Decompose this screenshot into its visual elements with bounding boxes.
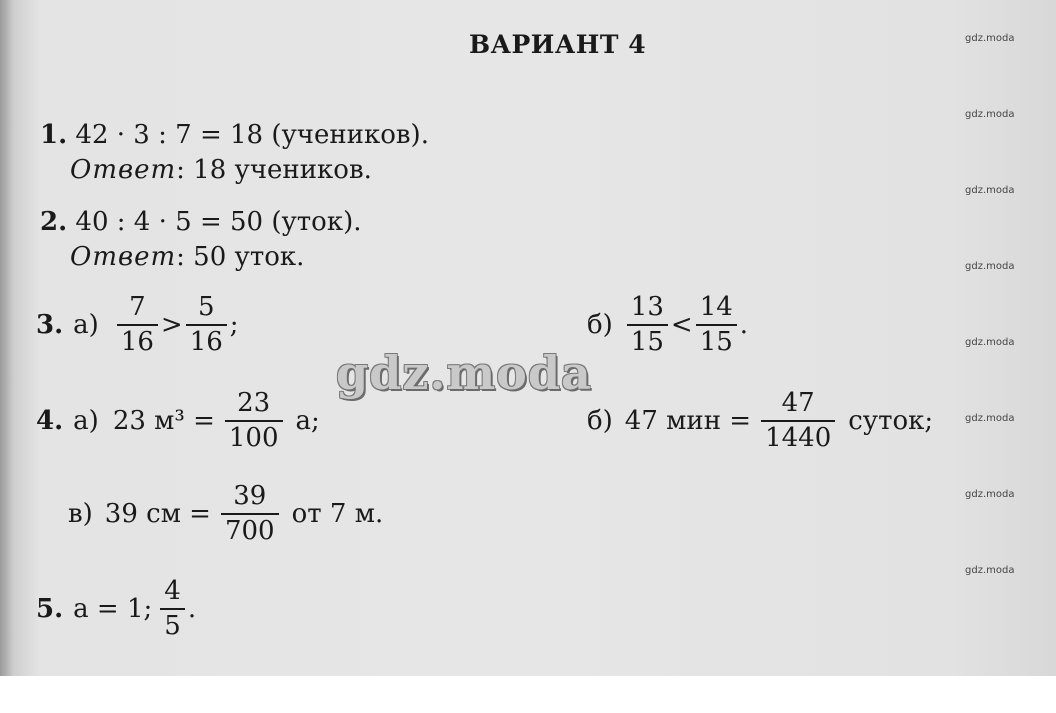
fraction <box>627 294 668 357</box>
problem-3b <box>587 294 748 357</box>
numerator: 5 <box>197 292 215 322</box>
lhs: 39 см = <box>104 499 211 530</box>
problem-1-number: 1. <box>40 120 68 150</box>
watermark-text: gdz.moda <box>965 565 1015 576</box>
watermark-text: gdz.moda <box>965 489 1015 500</box>
fraction <box>160 578 185 641</box>
punctuation: ; <box>229 310 239 341</box>
numerator: 47 <box>781 388 815 418</box>
watermark-text: gdz.moda <box>965 109 1015 120</box>
part-label: б) <box>587 406 613 437</box>
problem-4b <box>587 390 933 453</box>
comparison-sign: > <box>160 310 183 341</box>
numerator: 23 <box>237 388 271 418</box>
fraction-bar <box>221 513 279 515</box>
fraction-bar <box>160 608 185 610</box>
denominator: 15 <box>630 327 664 358</box>
problem-3a <box>36 294 239 357</box>
unit: от 7 м. <box>291 499 384 530</box>
denominator: 100 <box>228 423 279 454</box>
problem-2-number: 2. <box>40 207 68 237</box>
fraction-bar <box>696 324 737 326</box>
fraction <box>696 294 737 357</box>
numerator: 14 <box>699 292 733 322</box>
numerator: 7 <box>129 292 146 322</box>
fraction-bar <box>117 324 158 326</box>
answer-label: Ответ <box>70 155 177 185</box>
page-title: ВАРИАНТ 4 <box>469 30 647 59</box>
fraction-bar <box>186 324 227 326</box>
problem-4-number: 4. <box>36 406 64 437</box>
comparison-sign: < <box>670 310 693 341</box>
problem-1-expression: 42 · 3 : 7 = 18 (учеников). <box>75 120 429 150</box>
punctuation: . <box>739 310 749 341</box>
denominator: 15 <box>699 327 733 358</box>
fraction <box>221 483 279 546</box>
watermark-text: gdz.moda <box>965 185 1015 196</box>
lhs: a = 1; <box>73 594 153 625</box>
problem-1-line <box>40 120 429 150</box>
punctuation: . <box>187 594 197 625</box>
fraction-bar <box>225 420 283 422</box>
lhs: 23 м³ = <box>112 406 215 437</box>
numerator: 39 <box>233 481 267 511</box>
fraction-bar <box>761 420 835 422</box>
fraction <box>761 390 835 453</box>
watermark-logo: gdz.moda <box>336 346 592 400</box>
unit: суток; <box>848 406 934 437</box>
part-label: в) <box>68 499 93 530</box>
answer-value: : 50 уток. <box>176 242 305 272</box>
answer-label: Ответ <box>70 242 177 272</box>
watermark-text: gdz.moda <box>965 413 1015 424</box>
problem-4c <box>68 483 383 546</box>
watermark-text: gdz.moda <box>965 337 1015 348</box>
problem-2-expression: 40 : 4 · 5 = 50 (уток). <box>75 207 362 237</box>
watermark-text: gdz.moda <box>965 33 1015 44</box>
fraction <box>225 390 283 453</box>
unit: а; <box>295 406 320 437</box>
problem-4a <box>36 390 320 453</box>
part-label: а) <box>73 406 99 437</box>
watermark-text: gdz.moda <box>965 261 1015 272</box>
denominator: 5 <box>164 611 181 642</box>
problem-5-number: 5. <box>36 594 64 625</box>
fraction <box>117 294 158 357</box>
problem-5 <box>36 578 196 641</box>
lhs: 47 мин = <box>624 406 752 437</box>
numerator: 13 <box>630 292 664 322</box>
denominator: 16 <box>189 327 223 358</box>
problem-2-answer <box>70 242 304 272</box>
numerator: 4 <box>164 576 181 606</box>
denominator: 1440 <box>765 423 832 454</box>
answer-value: : 18 учеников. <box>176 155 372 185</box>
denominator: 700 <box>224 516 275 547</box>
fraction <box>186 294 227 357</box>
denominator: 16 <box>120 327 154 358</box>
problem-3-number: 3. <box>36 310 64 341</box>
problem-1-answer <box>70 155 372 185</box>
fraction-bar <box>627 324 668 326</box>
part-label: б) <box>587 310 613 341</box>
part-label: а) <box>73 310 99 341</box>
problem-2-line <box>40 207 361 237</box>
